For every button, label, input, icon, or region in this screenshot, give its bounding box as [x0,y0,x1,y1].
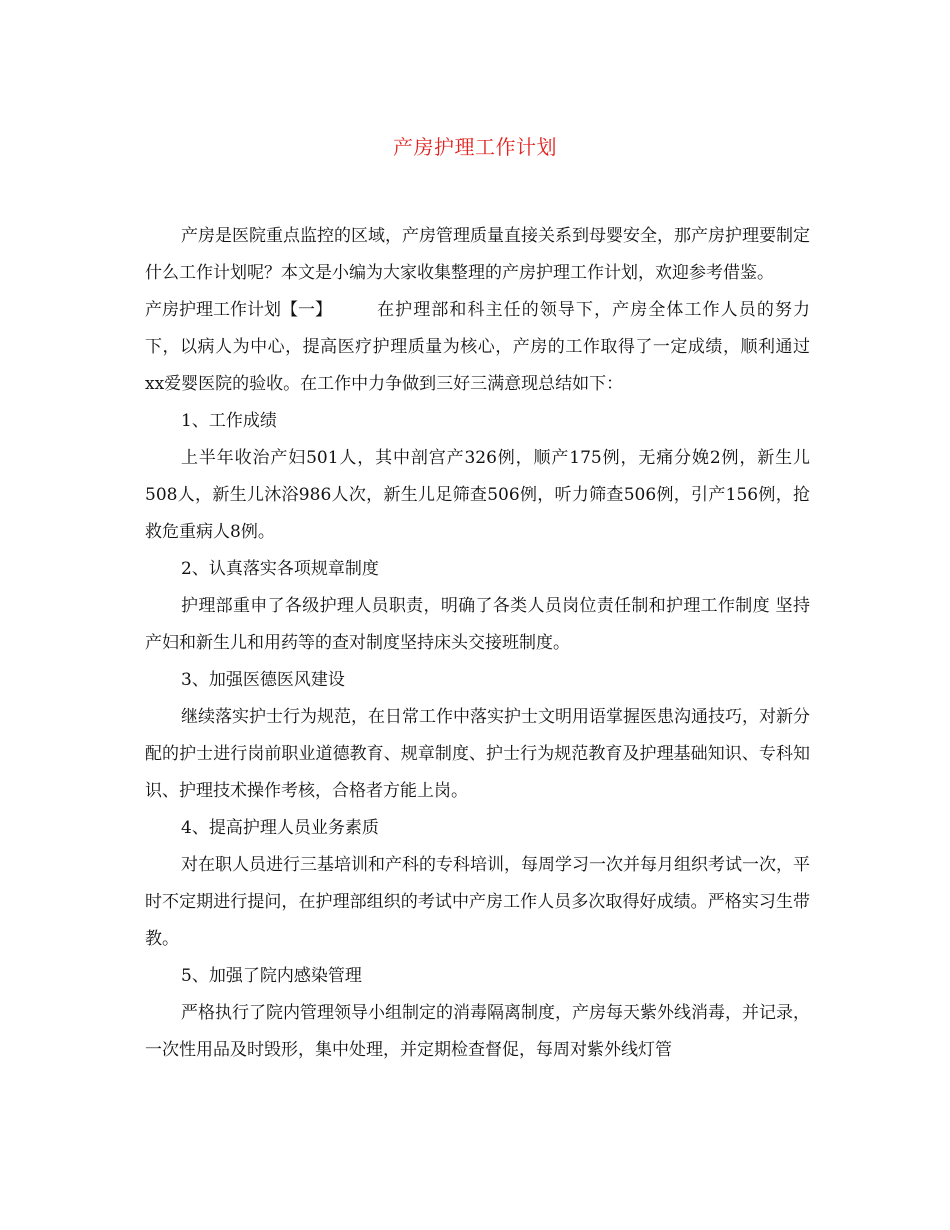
section-heading: 5、加强了院内感染管理 [181,966,362,986]
section-paragraph: 继续落实护士行为规范，在日常工作中落实护士文明用语掌握医患沟通技巧，对新分配的护士进行岗前职业道德教育、规章制度、护士行为规范教育及护理基础知识、专科知识、护理技术操作考核，合格者方能上岗。 [145,707,810,801]
plan-heading: 产房护理工作计划【一】 [145,300,332,320]
section-paragraph: 护理部重申了各级护理人员职责，明确了各类人员岗位责任制和护理工作制度 坚持产妇和新生儿和用药等的查对制度坚持床头交接班制度。 [145,596,810,653]
plan-paragraph [145,292,810,403]
document-body [145,218,810,1069]
section-paragraph: 严格执行了院内管理领导小组制定的消毒隔离制度，产房每天紫外线消毒，并记录，一次性用品及时毁形，集中处理，并定期检查督促，每周对紫外线灯管 [145,1003,810,1060]
section-heading: 2、认真落实各项规章制度 [181,559,379,579]
section-heading: 3、加强医德医风建设 [181,670,345,690]
plan-intro-text: 在护理部和科主任的领导下，产房全体工作人员的努力下，以病人为中心，提高医疗护理质量为核心，产房的工作取得了一定成绩，顺利通过xx爱婴医院的验收。在工作中力争做到三好三满意现总结如下： [145,300,810,394]
intro-paragraph: 产房是医院重点监控的区域，产房管理质量直接关系到母婴安全，那产房护理要制定什么工作计划呢？本文是小编为大家收集整理的产房护理工作计划，欢迎参考借鉴。 [145,226,810,283]
section-paragraph: 对在职人员进行三基培训和产科的专科培训，每周学习一次并每月组织考试一次，平时不定期进行提问，在护理部组织的考试中产房工作人员多次取得好成绩。严格实习生带教。 [145,855,810,949]
section-heading: 1、工作成绩 [181,411,277,431]
section-paragraph: 上半年收治产妇501人，其中剖宫产326例，顺产175例，无痛分娩2例，新生儿508人，新生儿沐浴986人次，新生儿足筛查506例，听力筛查506例，引产156例，抢救危重病人8例。 [145,448,810,542]
document-title: 产房护理工作计划 [393,135,557,159]
section-heading: 4、提高护理人员业务素质 [181,818,379,838]
